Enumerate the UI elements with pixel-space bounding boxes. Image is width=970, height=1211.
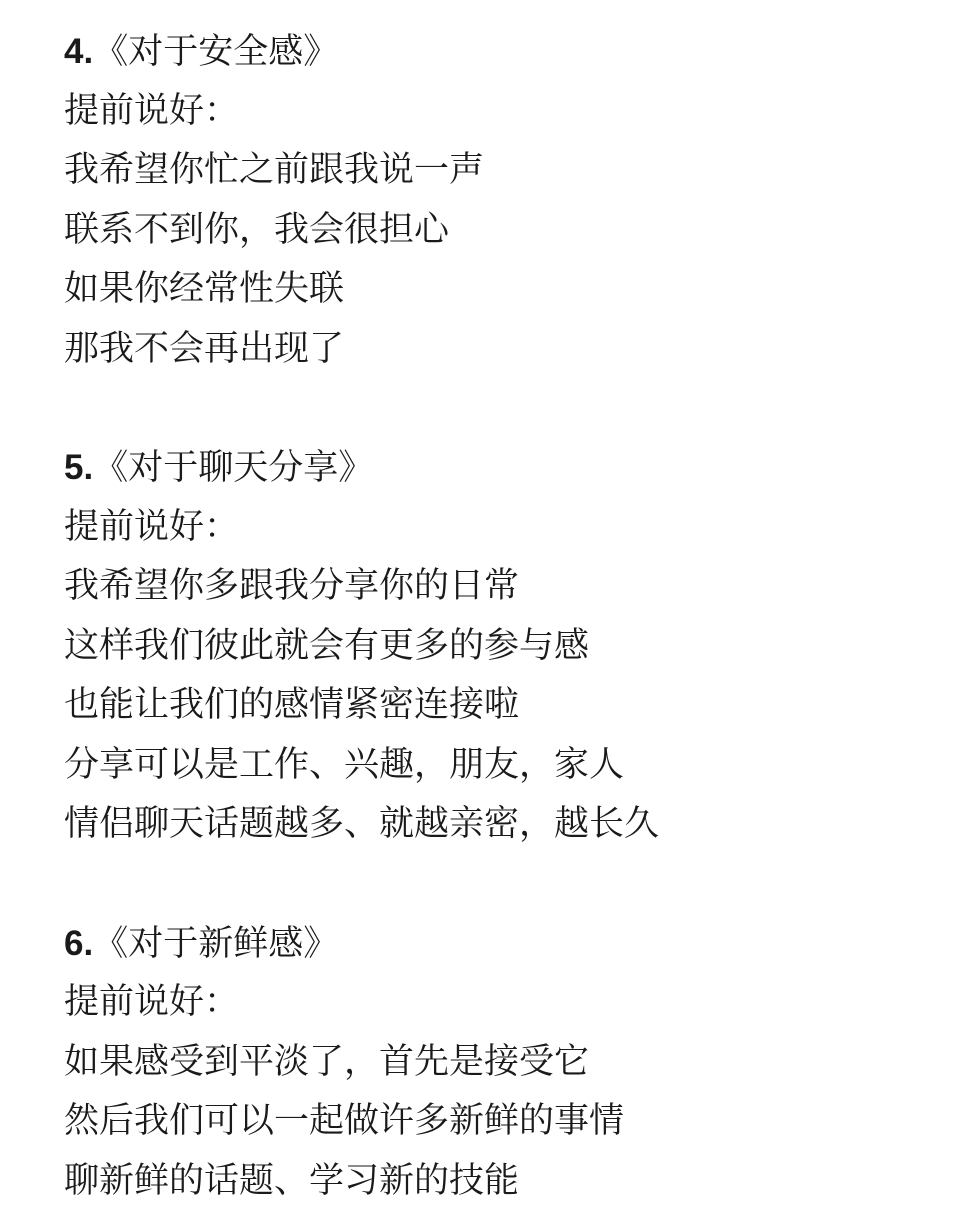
section-security <box>64 22 960 379</box>
section-heading <box>64 914 960 974</box>
text-line: 聊新鲜的话题、学习新的技能 <box>64 1152 960 1211</box>
section-heading <box>64 22 960 82</box>
text-line: 如果你经常性失联 <box>64 260 960 320</box>
text-line: 情侣聊天话题越多、就越亲密，越长久 <box>64 795 960 855</box>
note-document <box>64 22 960 1211</box>
section-number: 4. <box>64 32 93 71</box>
section-number: 6. <box>64 924 93 963</box>
text-line: 提前说好： <box>64 973 960 1033</box>
text-line: 提前说好： <box>64 82 960 142</box>
text-line: 然后我们可以一起做许多新鲜的事情 <box>64 1092 960 1152</box>
section-freshness <box>64 914 960 1211</box>
text-line: 如果感受到平淡了，首先是接受它 <box>64 1033 960 1093</box>
section-chat-sharing <box>64 438 960 855</box>
text-line: 联系不到你，我会很担心 <box>64 201 960 261</box>
text-line: 这样我们彼此就会有更多的参与感 <box>64 617 960 677</box>
section-title: 《对于聊天分享》 <box>93 448 373 488</box>
section-number: 5. <box>64 448 93 487</box>
text-line: 我希望你多跟我分享你的日常 <box>64 557 960 617</box>
section-title: 《对于安全感》 <box>93 32 338 72</box>
text-line: 分享可以是工作、兴趣，朋友，家人 <box>64 736 960 796</box>
text-line: 也能让我们的感情紧密连接啦 <box>64 676 960 736</box>
section-heading <box>64 438 960 498</box>
text-line: 我希望你忙之前跟我说一声 <box>64 141 960 201</box>
text-line: 提前说好： <box>64 498 960 558</box>
section-title: 《对于新鲜感》 <box>93 924 338 964</box>
text-line: 那我不会再出现了 <box>64 320 960 380</box>
